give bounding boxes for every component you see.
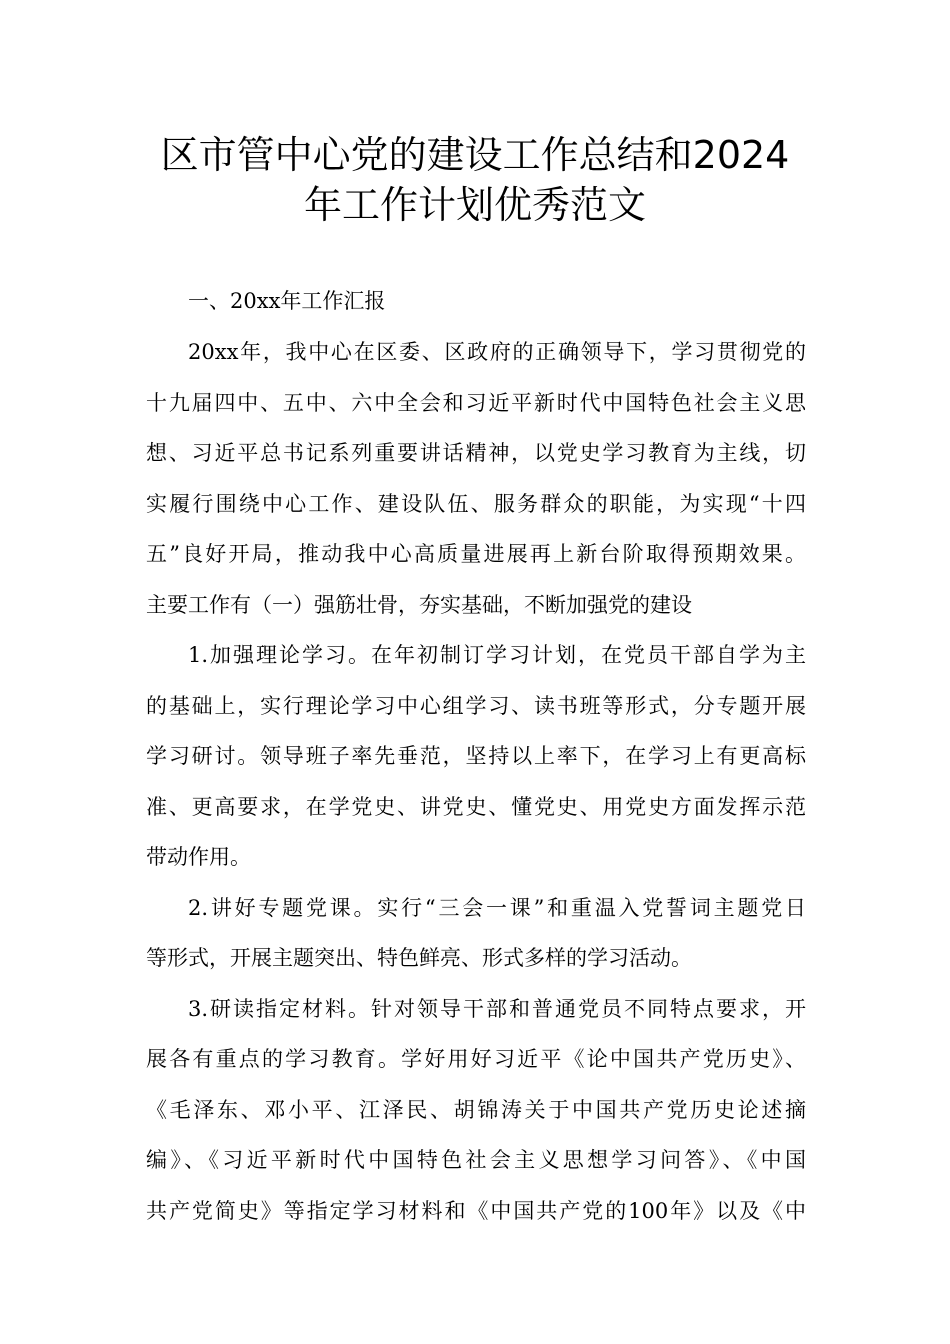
paragraph-line: 3.研读指定材料。针对领导干部和普通党员不同特点要求，开 bbox=[188, 997, 806, 1021]
paragraph-line: 编》、《习近平新时代中国特色社会主义思想学习问答》、《中国 bbox=[146, 1148, 806, 1172]
paragraph-line: 1.加强理论学习。在年初制订学习计划，在党员干部自学为主 bbox=[188, 643, 806, 667]
paragraph-line: 五”良好开局，推动我中心高质量进展再上新台阶取得预期效果。 bbox=[146, 542, 806, 566]
section-heading: 一、20xx年工作汇报 bbox=[188, 289, 386, 313]
paragraph-line: 实履行围绕中心工作、建设队伍、服务群众的职能，为实现“十四 bbox=[146, 492, 806, 516]
paragraph-line: 《毛泽东、邓小平、江泽民、胡锦涛关于中国共产党历史论述摘 bbox=[146, 1098, 806, 1122]
paragraph-line: 20xx年，我中心在区委、区政府的正确领导下，学习贯彻党的 bbox=[188, 340, 806, 364]
paragraph-line: 学习研讨。领导班子率先垂范，坚持以上率下，在学习上有更高标 bbox=[146, 744, 806, 768]
document-title-line-2: 年工作计划优秀范文 bbox=[303, 183, 646, 227]
paragraph-line: 共产党简史》等指定学习材料和《中国共产党的100年》以及《中 bbox=[146, 1199, 806, 1223]
paragraph-line: 展各有重点的学习教育。学好用好习近平《论中国共产党历史》、 bbox=[146, 1047, 806, 1071]
paragraph-line: 的基础上，实行理论学习中心组学习、读书班等形式，分专题开展 bbox=[146, 694, 806, 718]
paragraph-line: 十九届四中、五中、六中全会和习近平新时代中国特色社会主义思 bbox=[146, 391, 806, 415]
paragraph-line: 带动作用。 bbox=[146, 845, 251, 869]
paragraph-line: 主要工作有（一）强筋壮骨，夯实基础，不断加强党的建设 bbox=[146, 593, 692, 617]
document-title-line-1: 区市管中心党的建设工作总结和2024 bbox=[160, 133, 790, 177]
paragraph-line: 准、更高要求，在学党史、讲党史、懂党史、用党史方面发挥示范 bbox=[146, 795, 806, 819]
paragraph-line: 2.讲好专题党课。实行“三会一课”和重温入党誓词主题党日 bbox=[188, 896, 806, 920]
paragraph-line: 想、习近平总书记系列重要讲话精神，以党史学习教育为主线，切 bbox=[146, 441, 806, 465]
paragraph-line: 等形式，开展主题突出、特色鲜亮、形式多样的学习活动。 bbox=[146, 946, 692, 970]
